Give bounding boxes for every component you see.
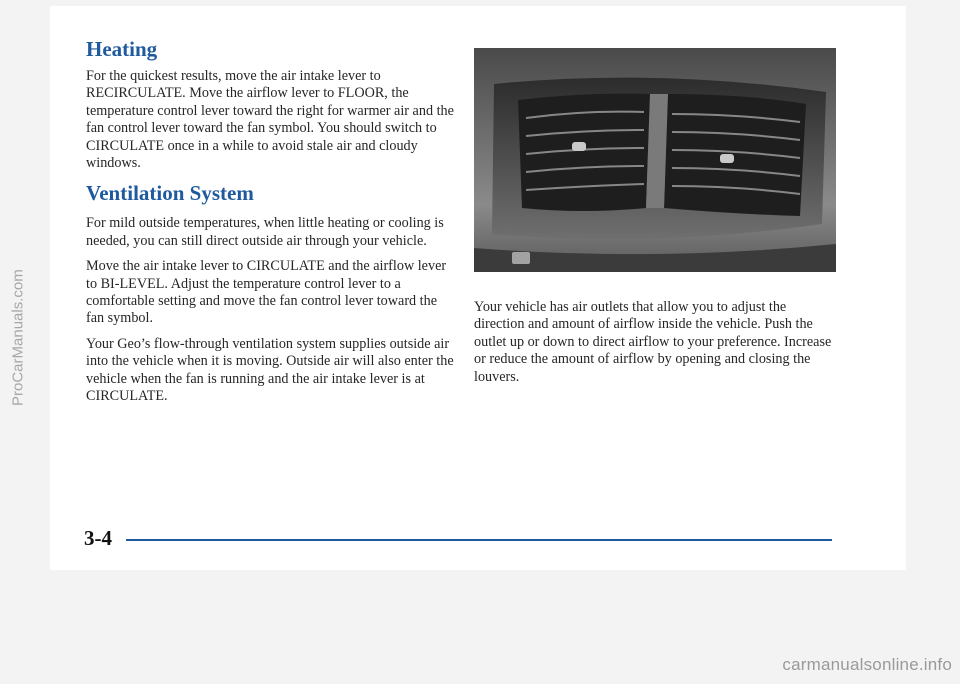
ventilation-heading: Ventilation System <box>86 181 254 206</box>
ventilation-paragraph-2: Move the air intake lever to CIRCULATE and the airflow lever to BI-LEVEL. Adjust the temperature control lever to a comfortable setting and move the fan control lever toward the fan symbol. <box>86 258 447 327</box>
air-vent-illustration <box>474 48 836 272</box>
ventilation-paragraph-1: For mild outside temperatures, when little heating or cooling is needed, you can still direct outside air through your vehicle. <box>86 215 444 249</box>
ventilation-paragraph-3: Your Geo’s flow-through ventilation system supplies outside air into the vehicle when it is moving. Outside air will also enter the vehicle when the fan is running and the air intake lever is at CIRCULATE. <box>86 335 454 405</box>
heating-paragraph: For the quickest results, move the air intake lever to RECIRCULATE. Move the airflow lever to FLOOR, the temperature control lever toward the right for warmer air and the fan control lever toward the fan symbol. You should switch to CIRCULATE once in a while to avoid stale air and cloudy windows. <box>86 68 454 172</box>
page-number: 3-4 <box>84 526 112 550</box>
site-footer-text: carmanualsonline.info <box>782 655 952 674</box>
footer-rule <box>126 539 832 541</box>
left-column <box>86 36 454 414</box>
right-column <box>474 48 836 394</box>
heating-heading: Heating <box>86 37 158 61</box>
outlets-caption: Your vehicle has air outlets that allow you to adjust the direction and amount of airflow inside the vehicle. Push the outlet up or down to direct airflow to your preference. Increase or reduce the amount of airflow by opening and closing the louvers. <box>474 299 832 385</box>
air-outlet-photo <box>474 48 836 272</box>
side-watermark: ProCarManuals.com <box>9 269 27 407</box>
